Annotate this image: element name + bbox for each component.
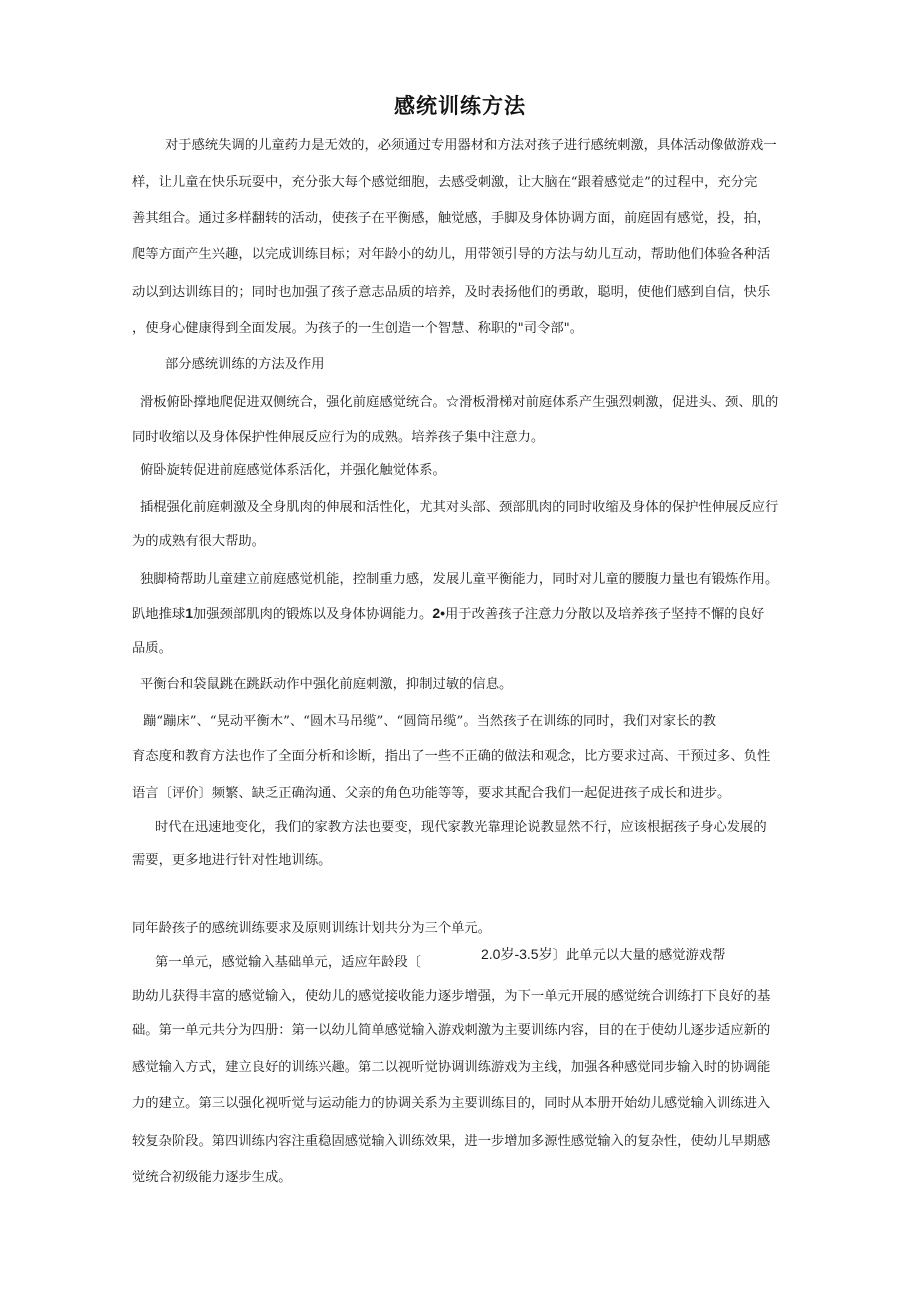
unit1-age-line xyxy=(481,945,791,965)
method-ball-tail: 品质。 xyxy=(132,641,172,656)
intro-line: 动以到达训练目的；同时也加强了孩子意志品质的培养，及时表扬他们的勇敢，聪明，使他们感到自信，快乐 xyxy=(132,285,771,300)
unit1-line: 觉统合初级能力逐步生成。 xyxy=(132,1170,292,1185)
unit1-line: 感觉输入方式，建立良好的训练兴趣。第二以视听觉协调训练游戏为主线，加强各种感觉同步输入时的协调能 xyxy=(132,1060,771,1075)
unit1-tail: 〕此单元以大量的感觉游戏帮 xyxy=(552,948,726,963)
method-trampoline-line: 育态度和教育方法也作了全面分析和诊断，指出了一些不正确的做法和观念，比方要求过高、干预过多、负性 xyxy=(132,749,771,764)
ball-text-mid: 加强颈部肌肉的锻炼以及身体协调能力。 xyxy=(192,607,433,622)
intro-line: ，使身心健康得到全面发展。为孩子的一生创造一个智慧、称职的"司令部"。 xyxy=(132,321,584,336)
method-ball-line xyxy=(132,604,792,624)
unit1-lead: 第一单元，感觉输入基础单元，适应年龄段〔 xyxy=(155,955,421,970)
unit1-age-range: 2.0岁-3.5岁 xyxy=(481,946,553,962)
intro-line: 对于感统失调的儿童药力是无效的，必须通过专用器材和方法对孩子进行感统刺激，具体活动像做游戏一 xyxy=(165,138,777,153)
unit1-line: 助幼儿获得丰富的感觉输入，使幼儿的感觉接收能力逐步增强，为下一单元开展的感觉统合训练打下良好的基 xyxy=(132,989,771,1004)
document-title: 感统训练方法 xyxy=(394,94,526,118)
method-stick-line: 插棍强化前庭刺激及全身肌肉的伸展和活性化，尤其对头部、颈部肌肉的同时收缩及身体的保护性伸展反应行 xyxy=(140,500,779,515)
method-balance: 平衡台和袋鼠跳在跳跃动作中强化前庭刺激，抑制过敏的信息。 xyxy=(140,677,513,692)
ball-number-1: 1 xyxy=(185,605,193,621)
method-trampoline-line: 语言〔评价〕频繁、缺乏正确沟通、父亲的角色功能等等，要求其配合我们一起促进孩子成长和进步。 xyxy=(132,786,731,801)
unit1-line: 础。第一单元共分为四册：第一以幼儿简单感觉输入游戏刺激为主要训练内容，目的在于使幼儿逐步适应新的 xyxy=(132,1023,771,1038)
era-line: 时代在迅速地变化，我们的家教方法也要变，现代家教光靠理论说教显然不行，应该根据孩子身心发展的 xyxy=(155,820,767,835)
section-heading: 部分感统训练的方法及作用 xyxy=(165,357,325,372)
method-stick-line: 为的成熟有很大帮助。 xyxy=(132,534,265,549)
method-slide-line: 同时收缩以及身体保护性伸展反应行为的成熟。培养孩子集中注意力。 xyxy=(132,430,545,445)
ball-text-pre: 趴地推球 xyxy=(132,607,186,622)
unit1-line: 较复杂阶段。第四训练内容注重稳固感觉输入训练效果，进一步增加多源性感觉输入的复杂性，使幼儿早期感 xyxy=(132,1134,771,1149)
ball-text-post: 用于改善孩子注意力分散以及培养孩子坚持不懈的良好 xyxy=(445,607,765,622)
intro-line: 爬等方面产生兴趣，以完成训练目标；对年龄小的幼儿，用带领引导的方法与幼儿互动，帮助他们体验各种活 xyxy=(132,247,771,262)
plan-intro: 同年龄孩子的感统训练要求及原则训练计划共分为三个单元。 xyxy=(132,921,492,936)
method-slide-line: 滑板俯卧撑地爬促进双侧统合，强化前庭感觉统合。☆滑板滑梯对前庭体系产生强烈刺激，促进头、颈、肌的 xyxy=(140,395,779,410)
method-stool: 独脚椅帮助儿童建立前庭感觉机能，控制重力感，发展儿童平衡能力，同时对儿童的腰腹力量也有锻炼作用。 xyxy=(140,572,779,587)
era-line: 需要，更多地进行针对性地训练。 xyxy=(132,853,332,868)
ball-number-2: 2• xyxy=(432,605,446,621)
method-prone-spin: 俯卧旋转促进前庭感觉体系活化，并强化触觉体系。 xyxy=(140,463,446,478)
method-trampoline-line: 蹦“蹦床”、“晃动平衡木”、“圆木马吊缆”、“圆筒吊缆”。当然孩子在训练的同时，我们对家长的教 xyxy=(143,714,716,729)
unit1-line: 力的建立。第三以强化视听觉与运动能力的协调关系为主要训练目的，同时从本册开始幼儿感觉输入训练进入 xyxy=(132,1096,771,1111)
intro-line: 善其组合。通过多样翻转的活动，使孩子在平衡感，触觉感，手脚及身体协调方面，前庭固有感觉，投，拍， xyxy=(132,211,771,226)
intro-line: 样，让儿童在快乐玩耍中，充分张大每个感觉细胞，去感受刺激，让大脑在“跟着感觉走”的过程中，充分完 xyxy=(132,175,758,190)
